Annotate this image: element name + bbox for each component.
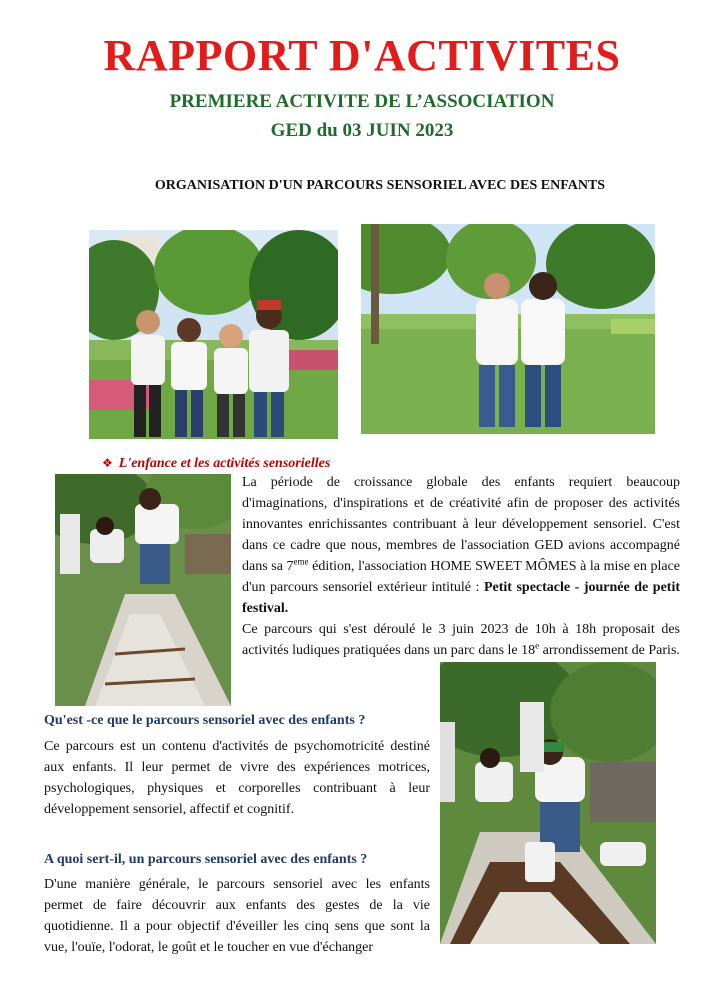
diamond-bullet-icon: ❖ — [102, 456, 113, 470]
photo-sensory-path — [55, 474, 231, 706]
intro-text-a: La période de croissance globale des enfants requiert beaucoup d'imaginations, d'inspirations et de créativité afin de proposer des activités innovantes enrichissantes contribuant à leur développement sensoriel. C'est dans ce cadre que nous, membres de l'association GED avions accompagné dans sa 7 — [242, 475, 680, 574]
heading-what-for: A quoi sert-il, un parcours sensoriel avec des enfants ? — [44, 852, 368, 867]
heading-what-is: Qu'est -ce que le parcours sensoriel avec des enfants ? — [44, 713, 366, 728]
intro-text-b: édition, l'association HOME SWEET MÔMES à la mise en place d'un parcours sensoriel extérieur intitulé : — [242, 559, 680, 595]
section-bullet-title — [102, 454, 330, 473]
subtitle-line-1: PREMIERE ACTIVITE DE L’ASSOCIATION — [169, 91, 555, 112]
intro-paragraph — [242, 472, 680, 661]
photo-activity-planting — [440, 662, 656, 944]
photo-group-four — [89, 230, 338, 439]
intro-text-c: Ce parcours qui s'est déroulé le 3 juin 2023 de 10h à 18h proposait des activités ludiques pratiquées dans un parc dans le 18 — [242, 622, 680, 658]
bullet-title-text: L'enfance et les activités sensorielles — [118, 456, 331, 471]
edition-sup: eme — [293, 556, 309, 567]
report-title: RAPPORT D'ACTIVITES — [103, 31, 621, 80]
paragraph-what-is: Ce parcours est un contenu d'activités de psychomotricité destiné aux enfants. Il leur permet de vivre des expériences motrices, psychologiques, physiques et corporelles contribuant à leur développement sensoriel, affectif et cognitif. — [44, 739, 430, 817]
paragraph-what-for: D'une manière générale, le parcours sensoriel avec les enfants permet de faire découvrir aux enfants des gestes de la vie quotidienne. Il a pour objectif d'éveiller les cinq sens que sont la vue, l'ouïe, l'odorat, le goût et le toucher en vue d'échanger — [44, 877, 430, 955]
organisation-heading: ORGANISATION D'UN PARCOURS SENSORIEL AVEC DES ENFANTS — [154, 178, 606, 193]
arrondissement-sup: e — [535, 640, 540, 651]
intro-text-d: arrondissement de Paris. — [539, 643, 680, 658]
subtitle-line-2: GED du 03 JUIN 2023 — [270, 120, 454, 141]
photo-two-women — [361, 224, 655, 434]
event-name: Petit spectacle - journée de petit festival. — [242, 580, 680, 616]
